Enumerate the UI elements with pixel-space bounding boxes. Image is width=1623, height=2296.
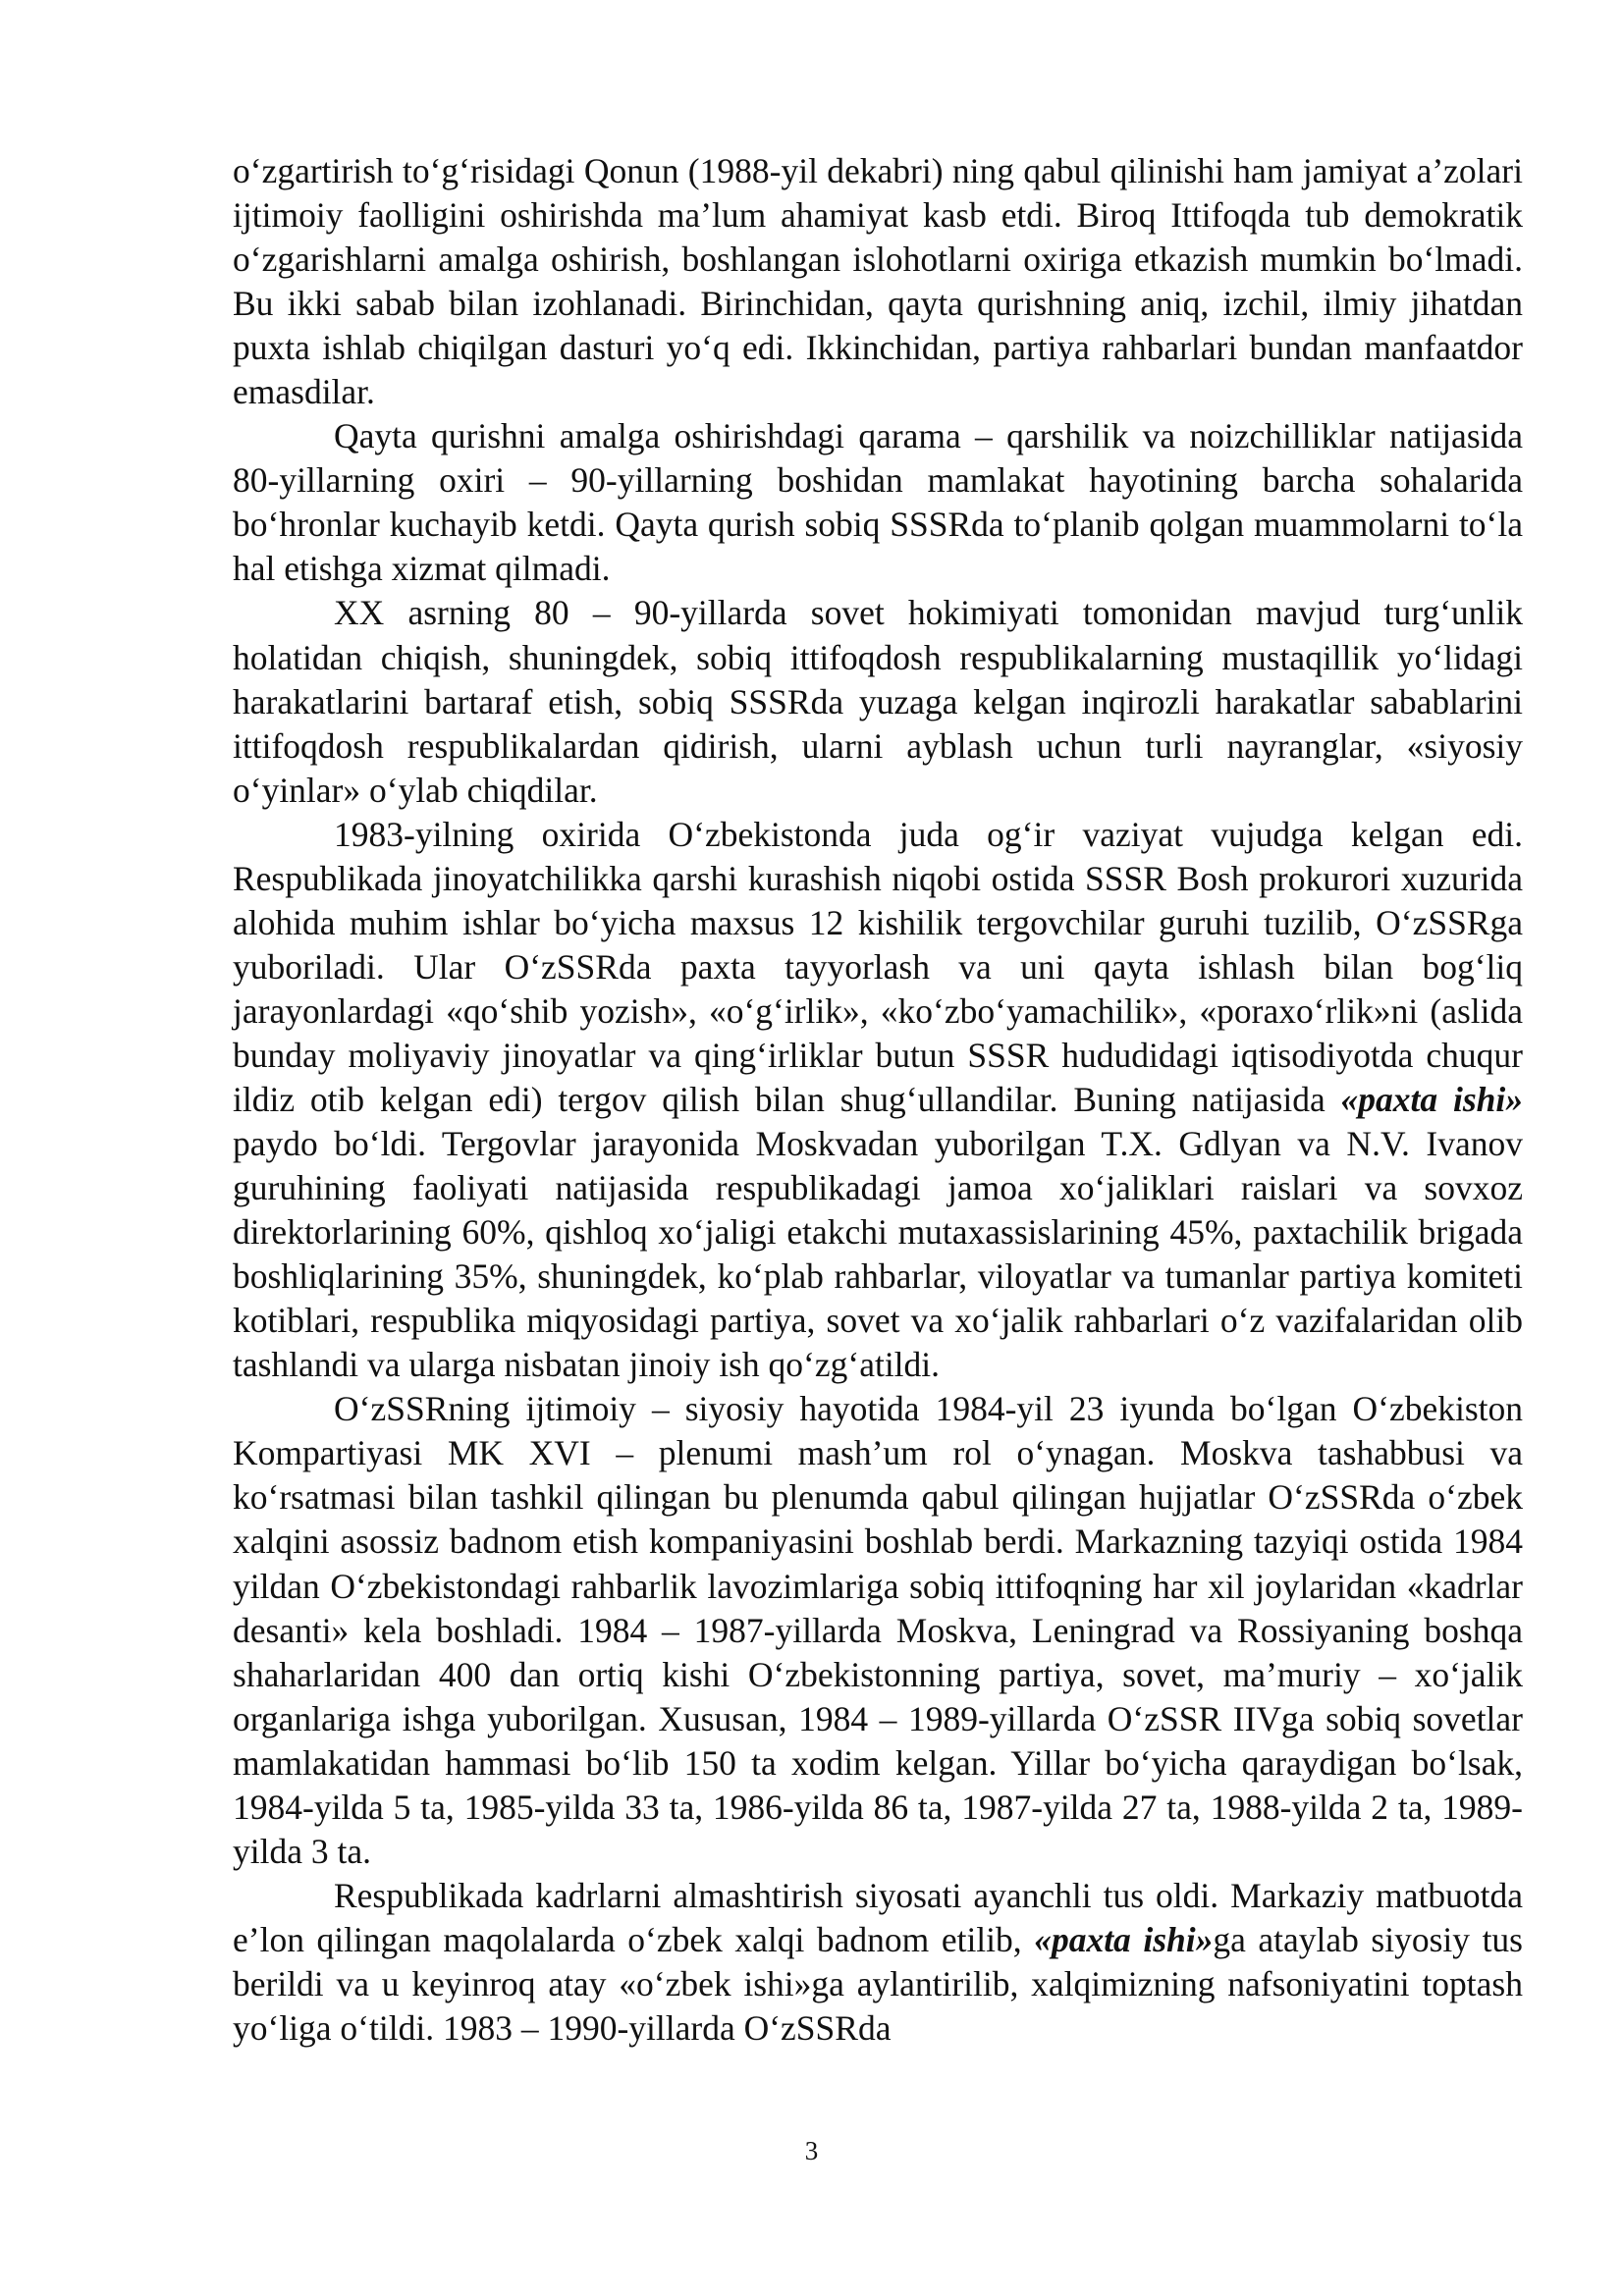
paragraph-4-text-b: paydo bo‘ldi. Tergovlar jarayonida Moskvadan yuborilgan T.X. Gdlyan va N.V. Ivanov guruhining faoliyati natijasida respublikadagi jamoa xo‘jaliklari raislari va sovxoz direktorlarining 60%, qishloq xo‘jaligi etakchi mutaxassislarining 45%, paxtachilik brigada boshliqlarining 35%, shuningdek, ko‘plab rahbarlar, viloyatlar va tumanlar partiya komiteti kotiblari, respublika miqyosidagi partiya, sovet va xo‘jalik rahbarlari o‘z vazifalaridan olib tashlandi va ularga nisbatan jinoiy ish qo‘zg‘atildi. [233, 1124, 1523, 1385]
paragraph-1: o‘zgartirish to‘g‘risidagi Qonun (1988-yil dekabri) ning qabul qilinishi ham jamiyat a’zolari ijtimoiy faolligini oshirishda ma’lum ahamiyat kasb etdi. Biroq Ittifoqda tub demokratik o‘zgarishlarni amalga oshirish, boshlangan islohotlarni oxiriga etkazish mumkin bo‘lmadi. Bu ikki sabab bilan izohlanadi. Birinchidan, qayta qurishning aniq, izchil, ilmiy jihatdan puxta ishlab chiqilgan dasturi yo‘q edi. Ikkinchidan, partiya rahbarlari bundan manfaatdor emasdilar. [233, 151, 1523, 412]
paragraph-5: O‘zSSRning ijtimoiy – siyosiy hayotida 1984-yil 23 iyunda bo‘lgan O‘zbekiston Kompartiyasi MK XVI – plenumi mash’um rol o‘ynagan. Moskva tashabbusi va ko‘rsatmasi bilan tashkil qilingan bu plenumda qabul qilingan hujjatlar O‘zSSRda o‘zbek xalqini asossiz badnom etish kompaniyasini boshlab berdi. Markazning tazyiqi ostida 1984 yildan O‘zbekistondagi rahbarlik lavozimlariga sobiq ittifoqning har xil joylaridan «kadrlar desanti» kela boshladi. 1984 – 1987-yillarda Moskva, Leningrad va Rossiyaning boshqa shaharlaridan 400 dan ortiq kishi O‘zbekistonning partiya, sovet, ma’muriy – xo‘jalik organlariga ishga yuborilgan. Xususan, 1984 – 1989-yillarda O‘zSSR IIVga sobiq sovetlar mamlakatidan hammasi bo‘lib 150 ta xodim kelgan. Yillar bo‘yicha qaraydigan bo‘lsak, 1984-yilda 5 ta, 1985-yilda 33 ta, 1986-yilda 86 ta, 1987-yilda 27 ta, 1988-yilda 2 ta, 1989-yilda 3 ta. [233, 1389, 1523, 1871]
document-body [233, 149, 1523, 2051]
paragraph-2: Qayta qurishni amalga oshirishdagi qarama – qarshilik va noizchilliklar natijasida 80-yillarning oxiri – 90-yillarning boshidan mamlakat hayotining barcha sohalarida bo‘hronlar kuchayib ketdi. Qayta qurish sobiq SSSRda to‘planib qolgan muammolarni to‘la hal etishga xizmat qilmadi. [233, 416, 1523, 589]
paragraph-3: XX asrning 80 – 90-yillarda sovet hokimiyati tomonidan mavjud turg‘unlik holatidan chiqish, shuningdek, sobiq ittifoqdosh respublikalarning mustaqillik yo‘lidagi harakatlarini bartaraf etish, sobiq SSSRda yuzaga kelgan inqirozli harakatlar sabablarini ittifoqdosh respublikalardan qidirish, ularni ayblash uchun turli nayranglar, «siyosiy o‘yinlar» o‘ylab chiqdilar. [233, 593, 1523, 810]
paxta-ishi-emphasis: «paxta ishi» [1340, 1079, 1523, 1119]
paragraph-6 [233, 1874, 1523, 2051]
paragraph-4 [233, 813, 1523, 1388]
page-number: 3 [804, 2136, 819, 2165]
paxta-ishi-emphasis: «paxta ishi» [1034, 1919, 1214, 1959]
paragraph-6-text-b: ga ataylab siyosiy tus berildi va u keyinroq atay «o‘zbek ishi»ga aylantirilib, xalqimizning nafsoniyatini toptash yo‘liga o‘tildi. 1983 – 1990-yillarda O‘zSSRda [233, 1919, 1523, 2048]
paragraph-6-text-a: Respublikada kadrlarni almashtirish siyosati ayanchli tus oldi. Markaziy matbuotda e’lon qilingan maqolalarda o‘zbek xalqi badnom etilib, [233, 1875, 1523, 1959]
paragraph-4-text-a: 1983-yilning oxirida O‘zbekistonda juda og‘ir vaziyat vujudga kelgan edi. Respublikada jinoyatchilikka qarshi kurashish niqobi ostida SSSR Bosh prokurori xuzurida alohida muhim ishlar bo‘yicha maxsus 12 kishilik tergovchilar guruhi tuzilib, O‘zSSRga yuboriladi. Ular O‘zSSRda paxta tayyorlash va uni qayta ishlash bilan bog‘liq jarayonlardagi «qo‘shib yozish», «o‘g‘irlik», «ko‘zbo‘yamachilik», «poraxo‘rlik»ni (aslida bunday moliyaviy jinoyatlar va qing‘irliklar butun SSSR hududidagi iqtisodiyotda chuqur ildiz otib kelgan edi) tergov qilish bilan shug‘ullandilar. Buning natijasida [233, 814, 1523, 1119]
